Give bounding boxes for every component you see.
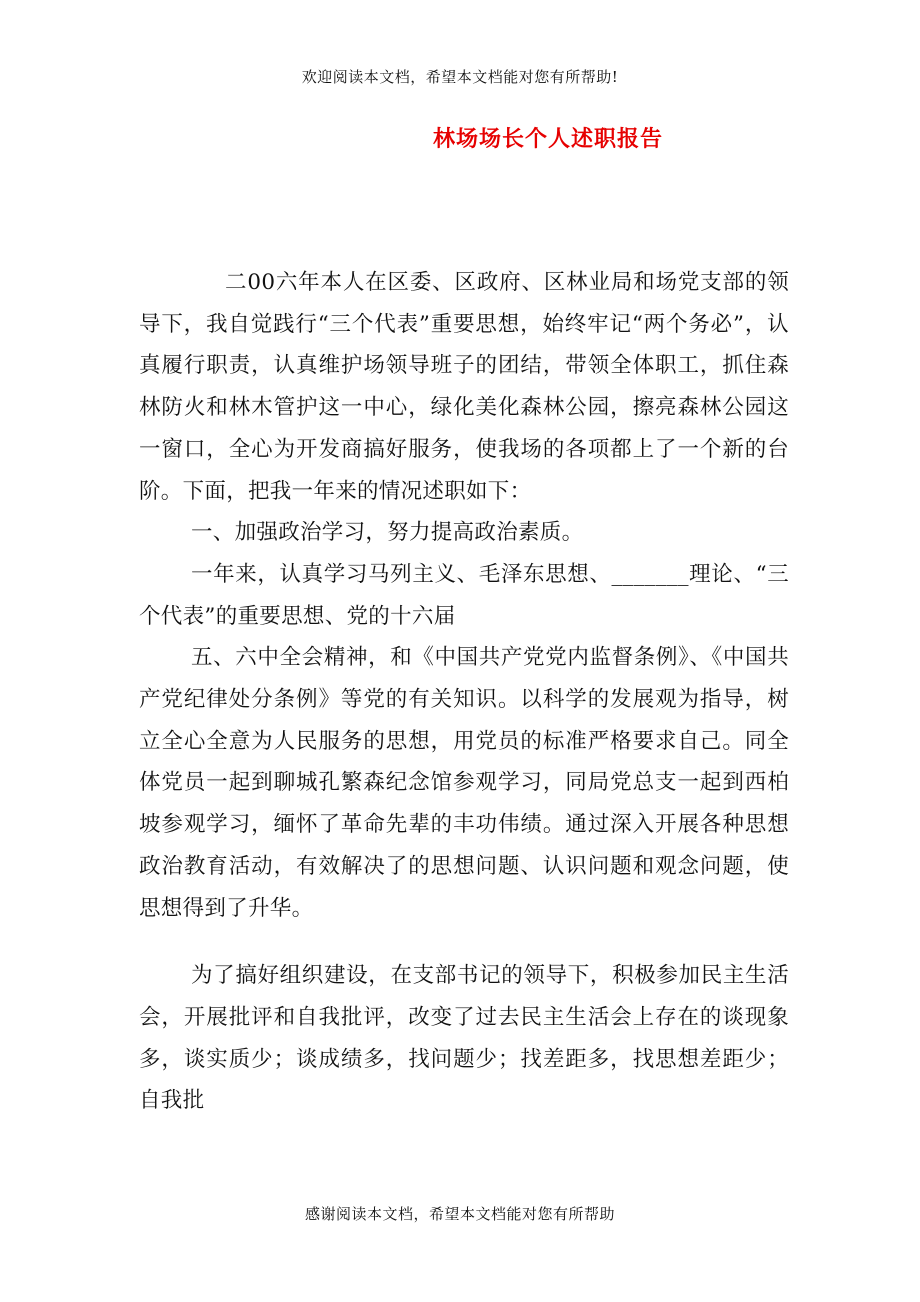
paragraph-organization: 为了搞好组织建设，在支部书记的领导下，积极参加民主生活会，开展批评和自我批评，改变了过去民主生活会上存在的谈现象多，谈实质少；谈成绩多，找问题少；找差距多，找思想差距少；自我批 [139, 963, 789, 1114]
document-title: 林场场长个人述职报告 [433, 126, 664, 152]
paragraph-study: 一年来，认真学习马列主义、毛泽东思想、_______理论、“三个代表”的重要思想、党的十六届 [139, 561, 789, 629]
paragraph-plenary: 五、六中全会精神，和《中国共产党党内监督条例》、《中国共产党纪律处分条例》等党的有关知识。以科学的发展观为指导，树立全心全意为人民服务的思想，用党员的标准严格要求自己。同全体党员一起到聊城孔繁森纪念馆参观学习，同局党总支一起到西柏坡参观学习，缅怀了革命先辈的丰功伟绩。通过深入开展各种思想政治教育活动，有效解决了的思想问题、认识问题和观念问题，使思想得到了升华。 [139, 645, 789, 921]
page-footer: 感谢阅读本文档，希望本文档能对您有所帮助 [304, 1205, 615, 1223]
document-body [139, 262, 789, 1122]
page-header: 欢迎阅读本文档，希望本文档能对您有所帮助! [301, 68, 619, 86]
paragraph-intro: 二00六年本人在区委、区政府、区林业局和场党支部的领导下，我自觉践行“三个代表”重要思想，始终牢记“两个务必”，认真履行职责，认真维护场领导班子的团结，带领全体职工，抓住森林防火和林木管护这一中心，绿化美化森林公园，擦亮森林公园这一窗口，全心为开发商搞好服务，使我场的各项都上了一个新的台阶。下面，把我一年来的情况述职如下： [139, 270, 789, 504]
paragraph-section-heading: 一、加强政治学习，努力提高政治素质。 [191, 520, 584, 546]
